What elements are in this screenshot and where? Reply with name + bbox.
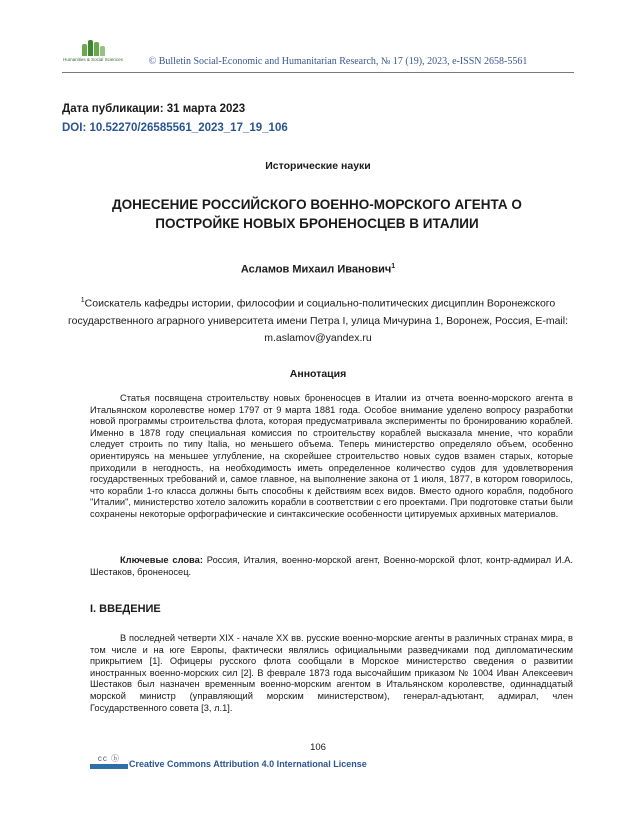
page-number: 106 <box>310 742 326 753</box>
publication-date: Дата публикации: 31 марта 2023 <box>62 103 246 115</box>
section-title: Исторические науки <box>265 160 371 172</box>
intro-heading: I. ВВЕДЕНИЕ <box>90 603 161 615</box>
abstract-text: Статья посвящена строительству новых броненосцев в Италии из отчета военно-морского агента в Итальянском королевстве номер 1797 от 9 марта 1881 года. Особое внимание уделено вопросу разработки новой программы строительства флота, которая предусматривала эксперименты по бронированию кораблей. Именно в 1878 году специальная комиссия по строительству кораблей высказала мнение, что корабли следует строить по типу Italia, но меньшего объема. Теперь министерство определяло объем, особенно ориентируясь на меньшее углубление, на скорейшее строительство новых судов взамен старых, которые приходили в негодность, на необходимость иметь определенное количество судов для удовлетворения государственных требований и, самое главное, на выполнение закона от 1 июля, 1877, в котором говорилось, что корабли 1-го класса должны быть способны к действиям всех видов. Вместо одного корабля, подобного "Италии", министерство хотело заложить корабли в соответствии с его проектами. При подготовке статьи были сохранены некоторые орфографические и синтаксические особенности цитируемых архивных материалов. <box>90 393 573 519</box>
journal-header: © Bulletin Social-Economic and Humanitarian Research, № 17 (19), 2023, e-ISSN 2658-5561 <box>148 56 528 67</box>
intro-paragraph: В последней четверти XIX - начале XX вв. русские военно-морские агенты в различных странах мира, в том числе и на юге Европы, фактически являлись официальными разведчиками под дипломатическим прикрытием [1]. Офицеры русского флота сообщали в Морское министерство сведения о развитии иностранных военно-морских сил [2]. В феврале 1873 года высочайшим приказом № 1004 Иван Алексеевич Шестаков был назначен временным военно-морским агентом в Итальянском королевстве, одиннадцатый морской министр (управляющий морским министерством), генерал-адъютант, адмирал, член Государственного совета [3, л.1]. <box>90 633 573 713</box>
cc-badge-bar <box>90 764 128 769</box>
cc-license-badge[interactable] <box>90 753 128 773</box>
affiliation-mark: 1 <box>80 297 85 304</box>
keywords-label: Ключевые слова: <box>120 555 203 565</box>
author-mark: 1 <box>391 263 396 270</box>
keywords <box>90 555 573 578</box>
author <box>62 263 574 276</box>
abstract-heading: Аннотация <box>289 368 347 380</box>
header-divider <box>62 72 574 73</box>
keywords-text: Россия, Италия, военно-морской агент, Военно-морской флот, контр-адмирал И.А. Шестаков, броненосец. <box>90 555 573 577</box>
doi-link[interactable]: DOI: 10.52270/26585561_2023_17_19_106 <box>62 122 288 134</box>
logo-text: Humanities & Social Sciences <box>63 57 123 62</box>
affiliation-text: Соискатель кафедры истории, философии и социально-политических дисциплин Воронежского государственного аграрного университета имени Петра I, улица Мичурина 1, Воронеж, Россия, E-mail: m.aslamov@yandex.ru <box>68 297 568 344</box>
license-link[interactable]: Creative Commons Attribution 4.0 International License <box>129 759 367 769</box>
affiliation <box>62 292 574 347</box>
journal-logo <box>62 38 124 62</box>
logo-figures-icon <box>80 38 106 56</box>
article-title: ДОНЕСЕНИЕ РОССИЙСКОГО ВОЕННО-МОРСКОГО АГЕНТА О ПОСТРОЙКЕ НОВЫХ БРОНЕНОСЦЕВ В ИТАЛИИ <box>112 197 522 231</box>
cc-icon: cc ⓑ <box>97 754 121 763</box>
author-name: Асламов Михаил Иванович <box>240 263 392 276</box>
